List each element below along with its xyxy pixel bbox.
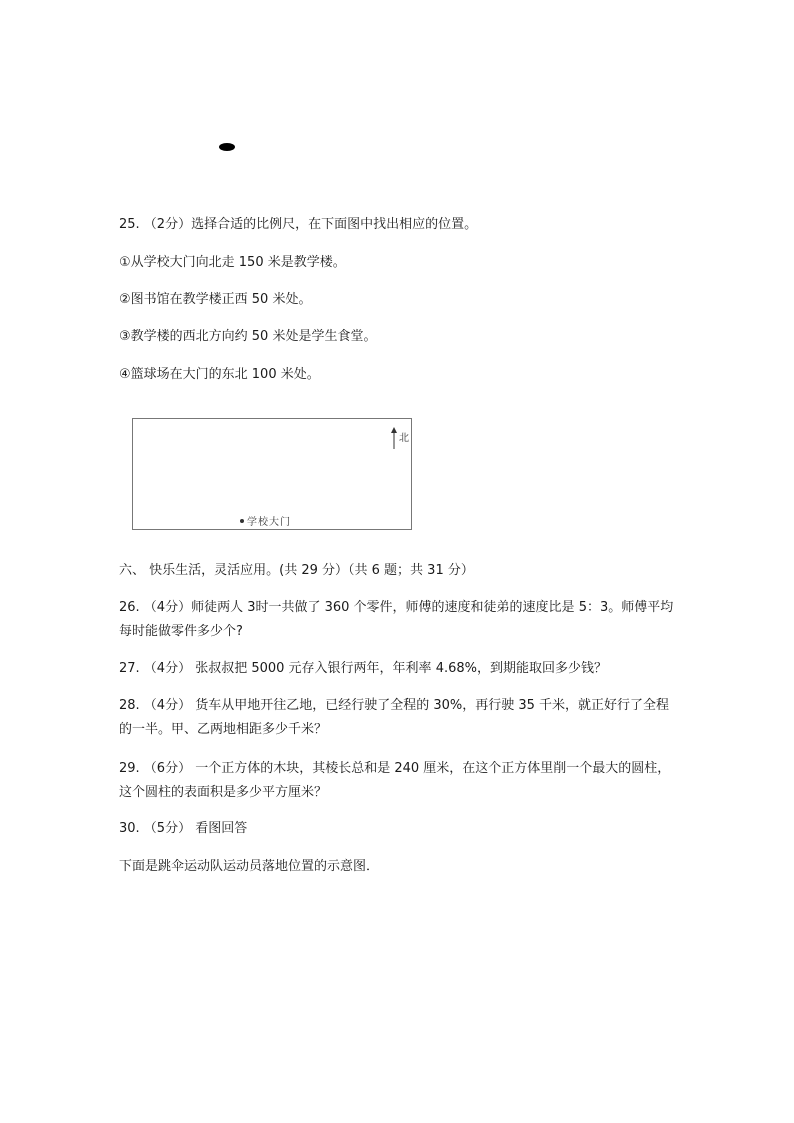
q25-item-4: ④篮球场在大门的东北 100 米处。 — [119, 367, 320, 382]
q30-desc: 下面是跳伞运动队运动员落地位置的示意图． — [119, 859, 380, 874]
north-label: 北 — [399, 433, 409, 444]
q30-title: 30. （5分） 看图回答 — [119, 821, 248, 836]
q26-text: 26. （4分）师徒两人 3时一共做了 360 个零件，师傅的速度和徒弟的速度比是 5：3。师傅平均每时能做零件多少个? — [119, 600, 674, 639]
q25-item-2: ②图书馆在教学楼正西 50 米处。 — [119, 292, 312, 307]
school-map-figure — [132, 418, 412, 530]
ink-dot-mark — [219, 143, 235, 151]
q28-text: 28. （4分） 货车从甲地开往乙地，已经行驶了全程的 30%，再行驶 35 千米，就正好行了全程的一半。甲、乙两地相距多少千米？ — [119, 698, 670, 737]
q25-item-1: ①从学校大门向北走 150 米是教学楼。 — [119, 255, 346, 270]
q25-item-3: ③教学楼的西北方向约 50 米处是学生食堂。 — [119, 329, 377, 344]
school-gate-point — [240, 519, 244, 523]
north-arrow-icon — [389, 427, 399, 449]
section6-title: 六、 快乐生活，灵活应用。(共 29 分）（共 6 题；共 31 分） — [119, 563, 474, 578]
q29-text: 29. （6分） 一个正方体的木块，其棱长总和是 240 厘米，在这个正方体里削一个最大的圆柱，这个圆柱的表面积是多少平方厘米？ — [119, 761, 671, 800]
school-gate-label: 学校大门 — [247, 517, 291, 528]
q27-text: 27. （4分） 张叔叔把 5000 元存入银行两年，年利率 4.68%，到期能取回多少钱？ — [119, 661, 607, 676]
q25-title: 25. （2分）选择合适的比例尺，在下面图中找出相应的位置。 — [119, 217, 478, 232]
